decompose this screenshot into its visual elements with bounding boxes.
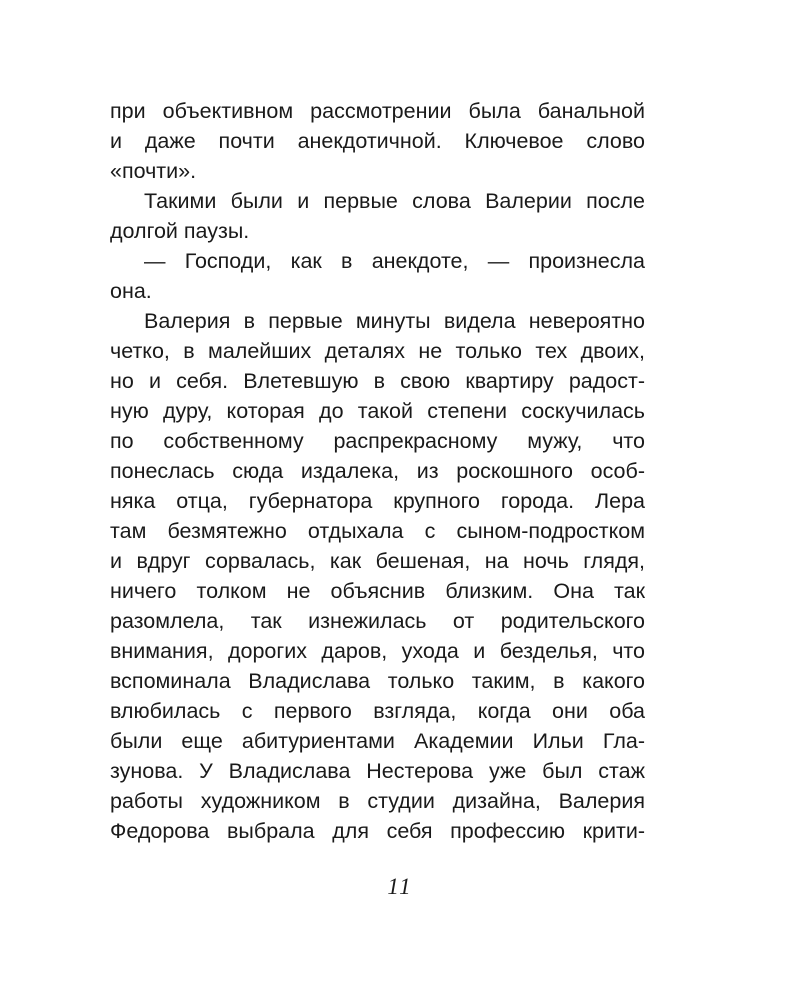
text-line: и вдруг сорвалась, как бешеная, на ночь глядя, — [110, 549, 645, 573]
text-line: там безмятежно отдыхала с сыном-подростком — [110, 519, 645, 543]
text-line: Федорова выбрала для себя профессию крити- — [110, 819, 645, 843]
text-line: — Господи, как в анекдоте, — произнесла — [144, 249, 645, 273]
text-line: влюбилась с первого взгляда, когда они оба — [110, 699, 645, 723]
body-text — [110, 96, 645, 846]
text-line: четко, в малейших деталях не только тех двоих, — [110, 339, 645, 363]
text-line: долгой паузы. — [110, 219, 250, 243]
text-line: но и себя. Влетевшую в свою квартиру радост- — [110, 369, 645, 393]
text-line: ничего толком не объяснив близким. Она так — [110, 579, 645, 603]
text-line: она. — [110, 279, 152, 303]
text-line: няка отца, губернатора крупного города. Лера — [110, 489, 645, 513]
text-line: ную дуру, которая до такой степени соскучилась — [110, 399, 645, 423]
text-line: «почти». — [110, 159, 197, 183]
text-line: понеслась сюда издалека, из роскошного особ- — [110, 459, 645, 483]
text-line: Валерия в первые минуты видела невероятно — [144, 309, 645, 333]
text-line: разомлела, так изнежилась от родительского — [110, 609, 645, 633]
text-line: вспоминала Владислава только таким, в какого — [110, 669, 645, 693]
page-number: 11 — [387, 874, 413, 899]
text-line: были еще абитуриентами Академии Ильи Гла- — [110, 729, 645, 753]
text-line: внимания, дорогих даров, ухода и безделья, что — [110, 639, 645, 663]
text-line: по собственному распрекрасному мужу, что — [110, 429, 645, 453]
text-line: и даже почти анекдотичной. Ключевое слово — [110, 129, 645, 153]
text-line: зунова. У Владислава Нестерова уже был стаж — [110, 759, 645, 783]
text-line: Такими были и первые слова Валерии после — [144, 189, 645, 213]
text-line: при объективном рассмотрении была банальной — [110, 99, 645, 123]
text-line: работы художником в студии дизайна, Валерия — [110, 789, 645, 813]
